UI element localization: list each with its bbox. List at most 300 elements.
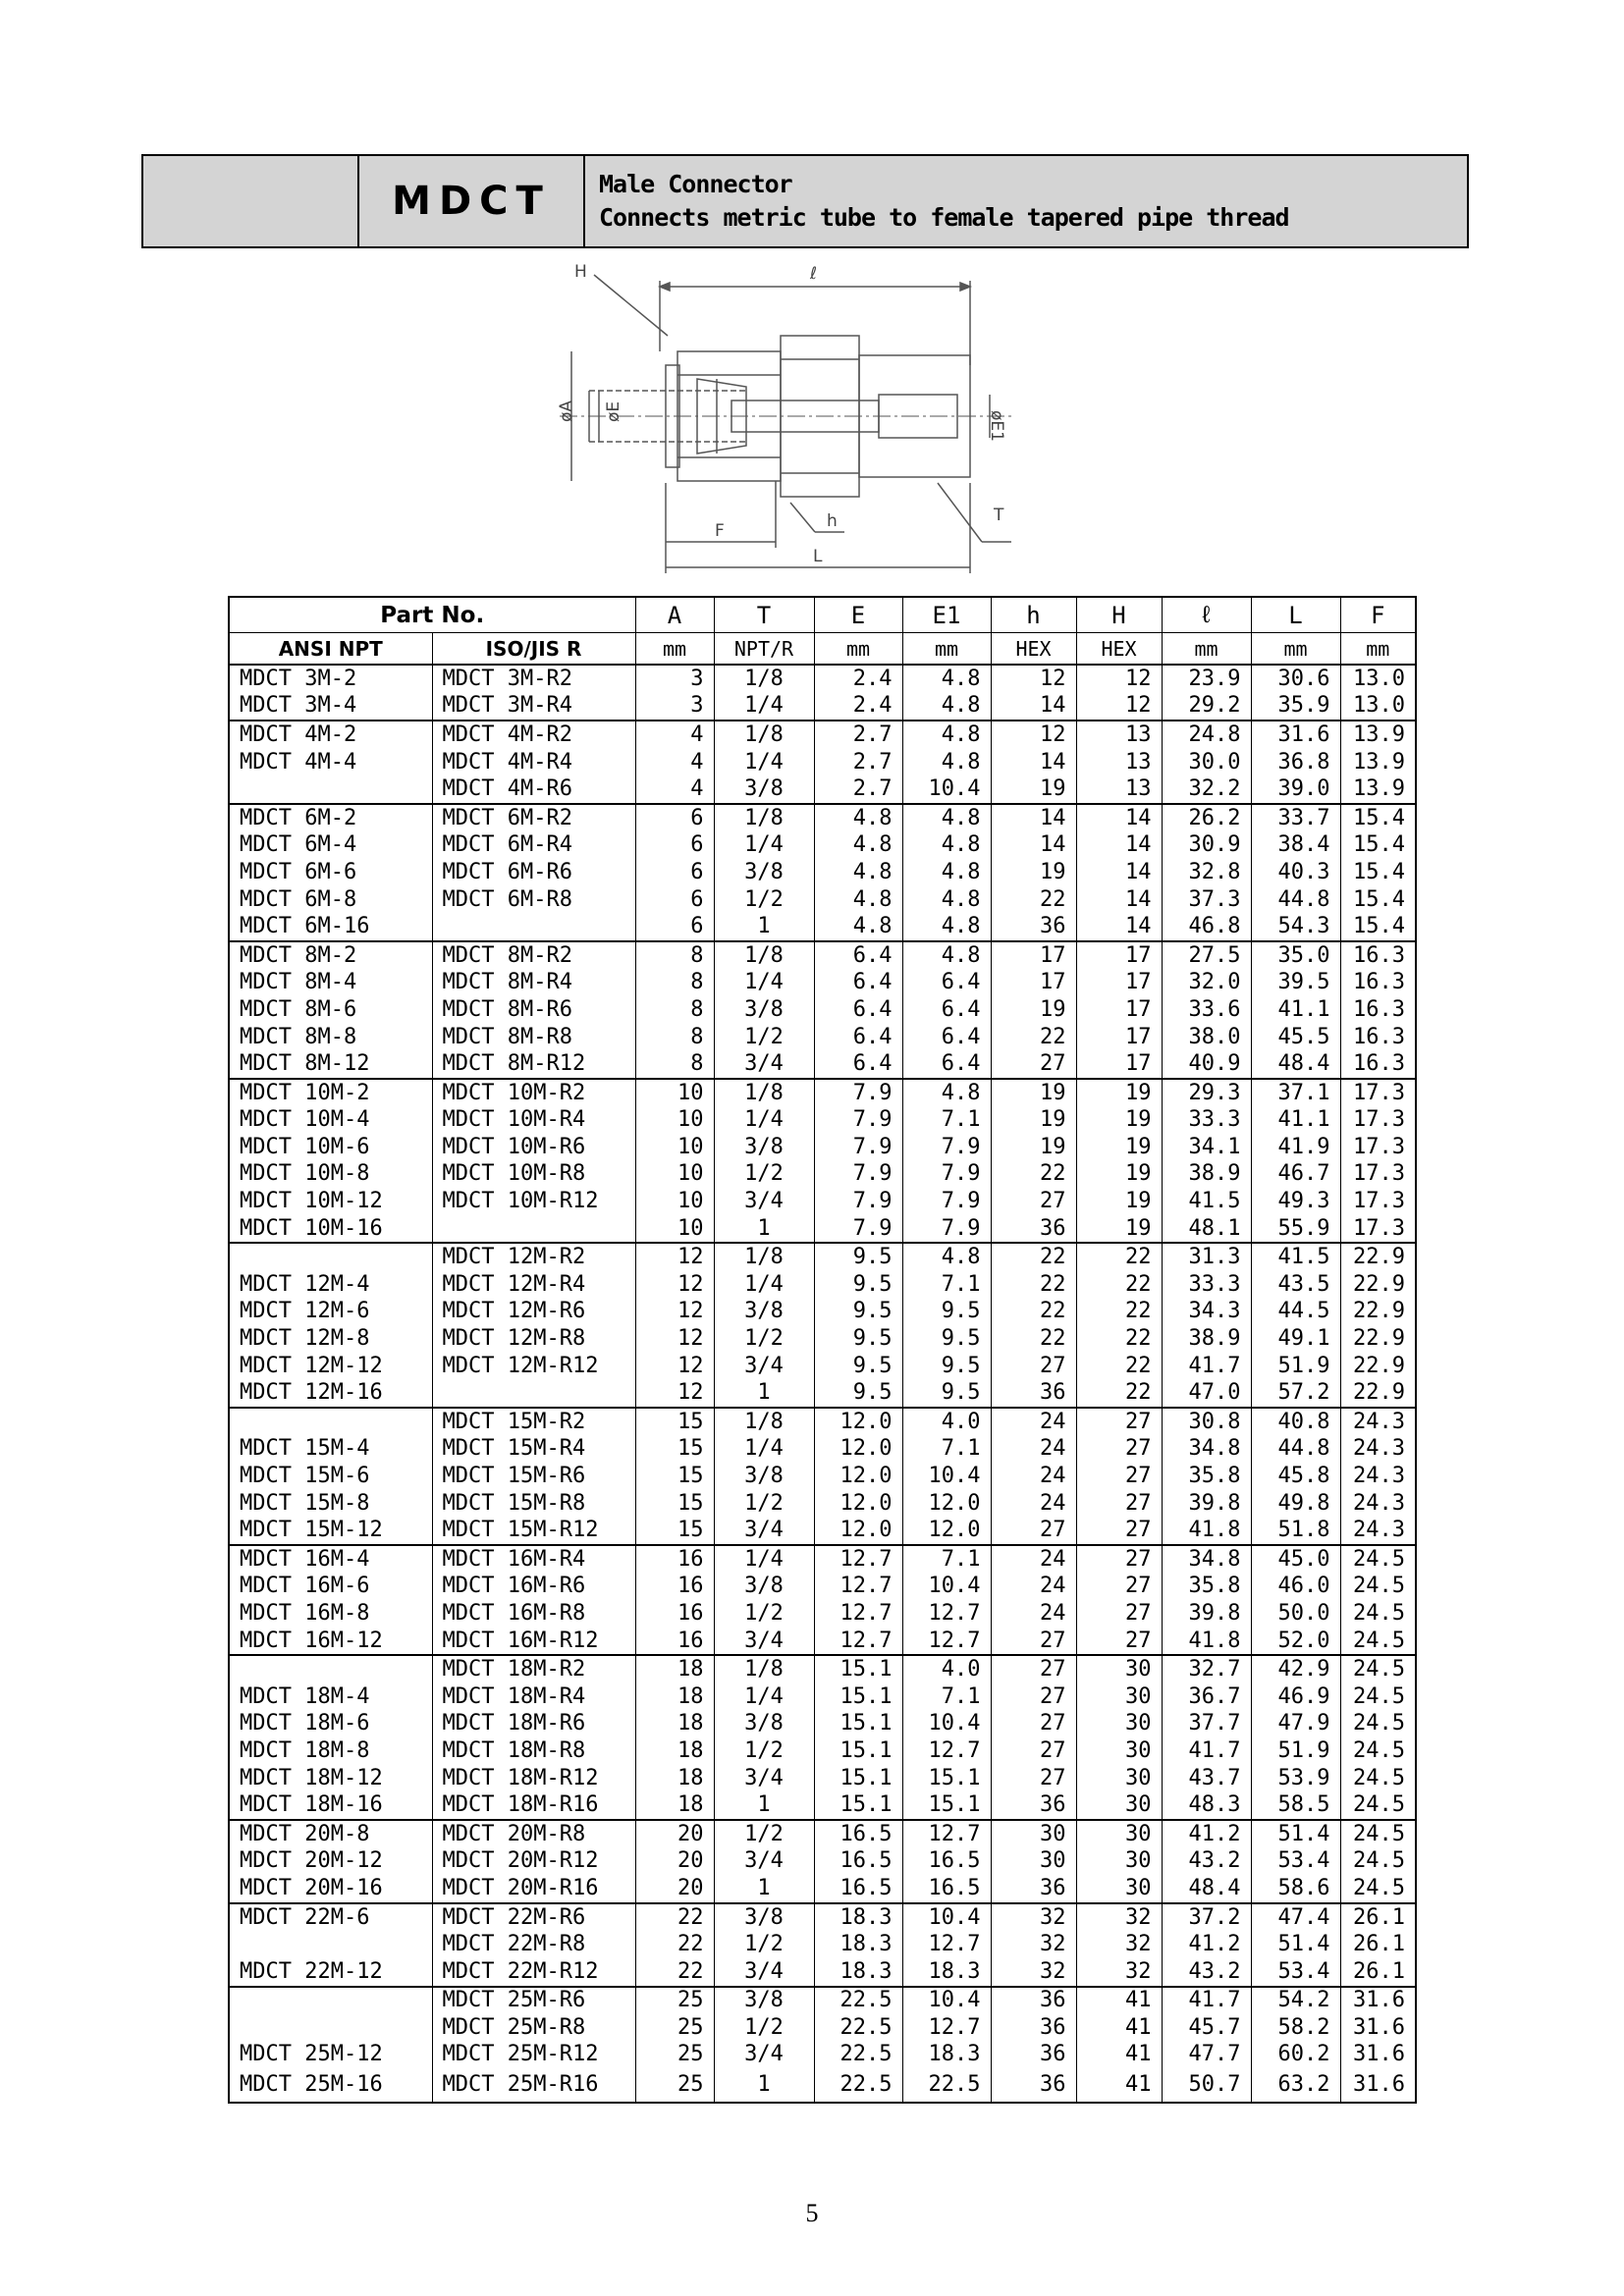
dim-f: 22.9	[1340, 1325, 1416, 1353]
thread-t: 1/8	[714, 1243, 814, 1271]
iso-jis-part: MDCT 20M-R16	[432, 1875, 635, 1903]
thread-t: 1/2	[714, 1931, 814, 1958]
dim-a: 18	[635, 1711, 714, 1738]
hex-h-small: 24	[991, 1574, 1076, 1601]
dim-e: 16.5	[814, 1875, 902, 1903]
dim-a: 12	[635, 1379, 714, 1408]
dim-l-small: 26.2	[1162, 804, 1251, 832]
dim-f: 24.5	[1340, 1683, 1416, 1711]
dim-e1: 7.9	[902, 1188, 991, 1215]
hex-h: 14	[1076, 804, 1162, 832]
table-row	[229, 749, 1416, 776]
hex-h: 19	[1076, 1107, 1162, 1135]
table-row	[229, 665, 1416, 693]
iso-jis-part: MDCT 12M-R2	[432, 1243, 635, 1271]
hex-h-small: 22	[991, 886, 1076, 914]
dim-e: 9.5	[814, 1243, 902, 1271]
part-no-header: Part No.	[229, 597, 635, 633]
thread-t: 1	[714, 1875, 814, 1903]
dim-e: 12.0	[814, 1436, 902, 1464]
dim-e: 12.0	[814, 1463, 902, 1490]
dim-f: 24.5	[1340, 1848, 1416, 1876]
dim-f: 17.3	[1340, 1215, 1416, 1244]
dim-f: 24.5	[1340, 1711, 1416, 1738]
ansi-npt-part: MDCT 10M-16	[229, 1215, 432, 1244]
hex-h-small: 19	[991, 775, 1076, 804]
thread-t: 1/4	[714, 832, 814, 860]
dim-f: 24.5	[1340, 1655, 1416, 1683]
hex-h-small: 22	[991, 1271, 1076, 1299]
dim-e: 16.5	[814, 1848, 902, 1876]
thread-t: 1/4	[714, 1545, 814, 1574]
table-row	[229, 1711, 1416, 1738]
hex-h-small: 36	[991, 1215, 1076, 1244]
dim-l-small: 32.2	[1162, 775, 1251, 804]
iso-jis-part: MDCT 12M-R12	[432, 1353, 635, 1380]
thread-t: 3/8	[714, 1711, 814, 1738]
table-row	[229, 886, 1416, 914]
dim-e1: 4.8	[902, 941, 991, 970]
dim-f: 15.4	[1340, 859, 1416, 886]
dim-l: 49.3	[1251, 1188, 1340, 1215]
iso-jis-part: MDCT 18M-R12	[432, 1765, 635, 1792]
dim-e: 12.0	[814, 1408, 902, 1436]
thread-t: 3/4	[714, 2042, 814, 2069]
table-row	[229, 1765, 1416, 1792]
ansi-npt-part: MDCT 6M-2	[229, 804, 432, 832]
dim-l-small: 41.5	[1162, 1188, 1251, 1215]
table-row	[229, 996, 1416, 1024]
table-row	[229, 1820, 1416, 1848]
dim-l-small: 45.7	[1162, 2014, 1251, 2042]
hex-h-small: 24	[991, 1545, 1076, 1574]
hex-h-small: 27	[991, 1737, 1076, 1765]
thread-t: 3/8	[714, 1987, 814, 2015]
ansi-npt-part: MDCT 8M-6	[229, 996, 432, 1024]
iso-jis-part: MDCT 8M-R6	[432, 996, 635, 1024]
hex-h-small: 19	[991, 1134, 1076, 1161]
dim-l: 41.1	[1251, 996, 1340, 1024]
table-row	[229, 1737, 1416, 1765]
dim-e1: 15.1	[902, 1765, 991, 1792]
dim-l-small: 37.7	[1162, 1711, 1251, 1738]
hex-h-small: 14	[991, 749, 1076, 776]
hex-h: 14	[1076, 859, 1162, 886]
dim-l-small: 32.8	[1162, 859, 1251, 886]
hex-h-small: 24	[991, 1436, 1076, 1464]
hex-h-small: 22	[991, 1325, 1076, 1353]
dim-f: 24.5	[1340, 1820, 1416, 1848]
dim-e: 9.5	[814, 1299, 902, 1326]
table-row	[229, 1436, 1416, 1464]
thread-t: 1/2	[714, 1024, 814, 1051]
hex-h: 27	[1076, 1517, 1162, 1545]
dim-l: 44.8	[1251, 1436, 1340, 1464]
dim-l: 58.6	[1251, 1875, 1340, 1903]
thread-t: 1/8	[714, 1079, 814, 1107]
ansi-npt-part: MDCT 12M-4	[229, 1271, 432, 1299]
dim-f: 31.6	[1340, 1987, 1416, 2015]
dim-e: 4.8	[814, 886, 902, 914]
table-row	[229, 721, 1416, 749]
dim-e1: 6.4	[902, 970, 991, 997]
iso-jis-part: MDCT 15M-R6	[432, 1463, 635, 1490]
dim-l: 51.9	[1251, 1737, 1340, 1765]
thread-t: 1/4	[714, 1683, 814, 1711]
ansi-npt-part: MDCT 12M-6	[229, 1299, 432, 1326]
hex-h: 22	[1076, 1243, 1162, 1271]
dim-e1: 4.8	[902, 1243, 991, 1271]
dim-e1: 12.7	[902, 1600, 991, 1628]
dim-e1: 18.3	[902, 1958, 991, 1987]
hex-h: 30	[1076, 1848, 1162, 1876]
dim-f: 24.3	[1340, 1463, 1416, 1490]
dim-l: 51.4	[1251, 1820, 1340, 1848]
hex-h: 22	[1076, 1299, 1162, 1326]
hex-h-small: 22	[991, 1024, 1076, 1051]
ansi-npt-part: MDCT 25M-16	[229, 2068, 432, 2103]
dim-l: 43.5	[1251, 1271, 1340, 1299]
iso-jis-part: MDCT 6M-R4	[432, 832, 635, 860]
dim-l-small: 30.9	[1162, 832, 1251, 860]
dim-l: 57.2	[1251, 1379, 1340, 1408]
iso-jis-part: MDCT 22M-R12	[432, 1958, 635, 1987]
table-row	[229, 775, 1416, 804]
hex-h-small: 19	[991, 1107, 1076, 1135]
dim-l-small: 46.8	[1162, 913, 1251, 941]
hex-h-small: 36	[991, 2042, 1076, 2069]
ansi-npt-part	[229, 1655, 432, 1683]
dim-f: 24.3	[1340, 1490, 1416, 1518]
dim-a: 10	[635, 1188, 714, 1215]
dim-e1: 7.1	[902, 1683, 991, 1711]
dim-f: 13.0	[1340, 693, 1416, 721]
dim-e: 7.9	[814, 1107, 902, 1135]
dim-l-small: 37.3	[1162, 886, 1251, 914]
dim-l-small: 34.8	[1162, 1545, 1251, 1574]
thread-t: 3/8	[714, 1574, 814, 1601]
dim-a: 3	[635, 665, 714, 693]
ansi-npt-part: MDCT 20M-8	[229, 1820, 432, 1848]
dim-l: 35.0	[1251, 941, 1340, 970]
hex-h-small: 12	[991, 665, 1076, 693]
iso-jis-part: MDCT 10M-R4	[432, 1107, 635, 1135]
col-header: ℓ	[1162, 597, 1251, 633]
table-row	[229, 1271, 1416, 1299]
dim-f: 24.5	[1340, 1545, 1416, 1574]
dim-e: 2.4	[814, 693, 902, 721]
dim-l-small: 30.8	[1162, 1408, 1251, 1436]
thread-t: 1/8	[714, 721, 814, 749]
dim-f: 22.9	[1340, 1271, 1416, 1299]
dim-l-small: 41.7	[1162, 1737, 1251, 1765]
dim-a: 10	[635, 1161, 714, 1189]
table-row	[229, 1931, 1416, 1958]
dim-l-small: 35.8	[1162, 1463, 1251, 1490]
dim-f: 16.3	[1340, 970, 1416, 997]
hex-h: 17	[1076, 970, 1162, 997]
hex-h-small: 24	[991, 1463, 1076, 1490]
ansi-npt-part: MDCT 22M-12	[229, 1958, 432, 1987]
dim-e1: 4.8	[902, 693, 991, 721]
ansi-npt-part: MDCT 10M-12	[229, 1188, 432, 1215]
dim-e1: 4.8	[902, 1079, 991, 1107]
thread-t: 1/2	[714, 1490, 814, 1518]
dim-l-small: 48.3	[1162, 1791, 1251, 1820]
dim-l-small: 32.7	[1162, 1655, 1251, 1683]
hex-h-small: 24	[991, 1600, 1076, 1628]
title-banner	[141, 154, 1469, 248]
thread-t: 3/4	[714, 1353, 814, 1380]
ansi-npt-part: MDCT 6M-6	[229, 859, 432, 886]
hex-h: 27	[1076, 1490, 1162, 1518]
ansi-npt-part: MDCT 16M-6	[229, 1574, 432, 1601]
dim-f: 15.4	[1340, 886, 1416, 914]
col-header: F	[1340, 597, 1416, 633]
dim-l: 45.8	[1251, 1463, 1340, 1490]
iso-jis-part: MDCT 25M-R16	[432, 2068, 635, 2103]
thread-t: 1/2	[714, 886, 814, 914]
hex-h-small: 19	[991, 996, 1076, 1024]
hex-h: 30	[1076, 1875, 1162, 1903]
iso-jis-part: MDCT 6M-R2	[432, 804, 635, 832]
hex-h: 30	[1076, 1737, 1162, 1765]
iso-jis-part: MDCT 22M-R8	[432, 1931, 635, 1958]
dim-e: 2.7	[814, 775, 902, 804]
dim-l: 41.1	[1251, 1107, 1340, 1135]
ansi-npt-part: MDCT 10M-6	[229, 1134, 432, 1161]
dim-e: 6.4	[814, 1050, 902, 1079]
dim-e1: 7.9	[902, 1215, 991, 1244]
table-row	[229, 913, 1416, 941]
dim-l: 45.5	[1251, 1024, 1340, 1051]
hex-h-small: 22	[991, 1161, 1076, 1189]
dim-f: 22.9	[1340, 1353, 1416, 1380]
dim-l: 48.4	[1251, 1050, 1340, 1079]
table-row	[229, 2068, 1416, 2103]
dim-e1: 4.8	[902, 665, 991, 693]
dim-a: 15	[635, 1517, 714, 1545]
table-row	[229, 1490, 1416, 1518]
spec-table-body	[229, 665, 1416, 2103]
ansi-npt-part	[229, 1243, 432, 1271]
dim-e1: 7.9	[902, 1161, 991, 1189]
thread-t: 1	[714, 1791, 814, 1820]
iso-jis-part: MDCT 16M-R8	[432, 1600, 635, 1628]
dim-a: 6	[635, 804, 714, 832]
hex-h: 27	[1076, 1463, 1162, 1490]
dim-l: 60.2	[1251, 2042, 1340, 2069]
dim-e: 9.5	[814, 1379, 902, 1408]
dim-l-small: 47.7	[1162, 2042, 1251, 2069]
dim-f: 13.0	[1340, 665, 1416, 693]
hex-h-small: 27	[991, 1655, 1076, 1683]
hex-h: 12	[1076, 693, 1162, 721]
dim-l: 39.5	[1251, 970, 1340, 997]
dim-e1: 7.1	[902, 1545, 991, 1574]
dim-l-small: 29.3	[1162, 1079, 1251, 1107]
ansi-npt-part: MDCT 18M-12	[229, 1765, 432, 1792]
dim-a: 8	[635, 1050, 714, 1079]
dim-e: 22.5	[814, 2014, 902, 2042]
dim-f: 22.9	[1340, 1243, 1416, 1271]
dim-l-small: 38.9	[1162, 1161, 1251, 1189]
hex-h-small: 36	[991, 1379, 1076, 1408]
dim-f: 24.5	[1340, 1574, 1416, 1601]
units-row	[229, 633, 1416, 666]
table-row	[229, 1987, 1416, 2015]
hex-h: 22	[1076, 1379, 1162, 1408]
dim-a: 20	[635, 1820, 714, 1848]
dim-e: 4.8	[814, 832, 902, 860]
dim-f: 16.3	[1340, 941, 1416, 970]
dim-e: 6.4	[814, 1024, 902, 1051]
dim-l-small: 39.8	[1162, 1490, 1251, 1518]
iso-jis-part: MDCT 10M-R12	[432, 1188, 635, 1215]
table-row	[229, 1353, 1416, 1380]
dim-l: 49.8	[1251, 1490, 1340, 1518]
dim-e: 6.4	[814, 996, 902, 1024]
iso-jis-part: MDCT 8M-R4	[432, 970, 635, 997]
dim-l: 42.9	[1251, 1655, 1340, 1683]
col-header: A	[635, 597, 714, 633]
iso-jis-part: MDCT 18M-R8	[432, 1737, 635, 1765]
dim-f: 17.3	[1340, 1107, 1416, 1135]
dim-l: 51.9	[1251, 1353, 1340, 1380]
hex-h-small: 12	[991, 721, 1076, 749]
dim-f: 24.3	[1340, 1517, 1416, 1545]
dim-e1: 7.1	[902, 1107, 991, 1135]
dim-a: 15	[635, 1463, 714, 1490]
ansi-npt-part: MDCT 25M-12	[229, 2042, 432, 2069]
iso-jis-part	[432, 1379, 635, 1408]
iso-jis-part: MDCT 4M-R2	[432, 721, 635, 749]
table-row	[229, 1299, 1416, 1326]
table-row	[229, 1215, 1416, 1244]
ansi-npt-part: MDCT 6M-4	[229, 832, 432, 860]
dim-e1: 12.7	[902, 1737, 991, 1765]
thread-t: 3/4	[714, 1628, 814, 1656]
dim-f: 13.9	[1340, 749, 1416, 776]
dim-e: 12.7	[814, 1574, 902, 1601]
hex-h: 17	[1076, 1050, 1162, 1079]
hex-h: 19	[1076, 1079, 1162, 1107]
dim-e: 7.9	[814, 1161, 902, 1189]
dim-a: 6	[635, 886, 714, 914]
product-title: Male Connector	[599, 170, 792, 198]
hex-h-small: 36	[991, 2014, 1076, 2042]
dim-e: 2.4	[814, 665, 902, 693]
dim-l: 47.9	[1251, 1711, 1340, 1738]
iso-jis-part: MDCT 16M-R12	[432, 1628, 635, 1656]
iso-jis-part: MDCT 8M-R2	[432, 941, 635, 970]
dim-a: 16	[635, 1600, 714, 1628]
dim-l: 44.8	[1251, 886, 1340, 914]
dim-a: 22	[635, 1958, 714, 1987]
hex-h-small: 27	[991, 1711, 1076, 1738]
hex-h: 17	[1076, 1024, 1162, 1051]
table-row	[229, 1545, 1416, 1574]
dim-f: 16.3	[1340, 1050, 1416, 1079]
iso-jis-part: MDCT 16M-R6	[432, 1574, 635, 1601]
unit-header: mm	[1340, 633, 1416, 666]
label-L: L	[813, 547, 823, 566]
ansi-npt-part: MDCT 12M-8	[229, 1325, 432, 1353]
iso-jis-part: MDCT 22M-R6	[432, 1903, 635, 1932]
table-row	[229, 1024, 1416, 1051]
dim-l: 46.0	[1251, 1574, 1340, 1601]
label-h: h	[827, 511, 838, 531]
dim-a: 25	[635, 1987, 714, 2015]
dim-l: 37.1	[1251, 1079, 1340, 1107]
dim-e: 18.3	[814, 1958, 902, 1987]
ansi-npt-part: MDCT 16M-8	[229, 1600, 432, 1628]
dim-e1: 22.5	[902, 2068, 991, 2103]
dim-l-small: 48.1	[1162, 1215, 1251, 1244]
dim-l: 31.6	[1251, 721, 1340, 749]
hex-h-small: 27	[991, 1188, 1076, 1215]
hex-h: 30	[1076, 1683, 1162, 1711]
dim-a: 20	[635, 1875, 714, 1903]
thread-t: 1/2	[714, 2014, 814, 2042]
thread-t: 1/2	[714, 1820, 814, 1848]
iso-jis-part: MDCT 4M-R6	[432, 775, 635, 804]
thread-t: 3/4	[714, 1765, 814, 1792]
thread-t: 1/4	[714, 1436, 814, 1464]
ansi-npt-part: MDCT 15M-6	[229, 1463, 432, 1490]
thread-t: 3/8	[714, 996, 814, 1024]
dim-l-small: 33.3	[1162, 1107, 1251, 1135]
ansi-npt-part: MDCT 3M-4	[229, 693, 432, 721]
hex-h-small: 32	[991, 1958, 1076, 1987]
hex-h: 27	[1076, 1574, 1162, 1601]
ansi-npt-part	[229, 775, 432, 804]
thread-t: 3/4	[714, 1517, 814, 1545]
dim-l: 54.2	[1251, 1987, 1340, 2015]
dim-a: 18	[635, 1683, 714, 1711]
table-row	[229, 1408, 1416, 1436]
thread-t: 1/8	[714, 941, 814, 970]
thread-t: 1/8	[714, 1408, 814, 1436]
dim-f: 17.3	[1340, 1161, 1416, 1189]
thread-t: 3/4	[714, 1958, 814, 1987]
thread-t: 1/2	[714, 1600, 814, 1628]
dim-l: 33.7	[1251, 804, 1340, 832]
dim-f: 26.1	[1340, 1903, 1416, 1932]
dim-e1: 6.4	[902, 1024, 991, 1051]
dim-l-small: 34.3	[1162, 1299, 1251, 1326]
dim-e1: 9.5	[902, 1353, 991, 1380]
label-E: øE	[604, 400, 623, 422]
hex-h-small: 36	[991, 2068, 1076, 2103]
dim-e1: 12.7	[902, 1628, 991, 1656]
table-row	[229, 1517, 1416, 1545]
dim-e1: 12.7	[902, 2014, 991, 2042]
dim-e: 7.9	[814, 1079, 902, 1107]
dim-e: 12.7	[814, 1628, 902, 1656]
hex-h: 30	[1076, 1711, 1162, 1738]
dim-l-small: 32.0	[1162, 970, 1251, 997]
table-row	[229, 1600, 1416, 1628]
dim-e: 22.5	[814, 1987, 902, 2015]
connector-drawing	[550, 257, 1021, 581]
dim-e: 6.4	[814, 941, 902, 970]
ansi-npt-part: MDCT 18M-4	[229, 1683, 432, 1711]
hex-h: 30	[1076, 1765, 1162, 1792]
hex-h: 14	[1076, 913, 1162, 941]
hex-h-small: 27	[991, 1628, 1076, 1656]
dim-e: 12.7	[814, 1600, 902, 1628]
